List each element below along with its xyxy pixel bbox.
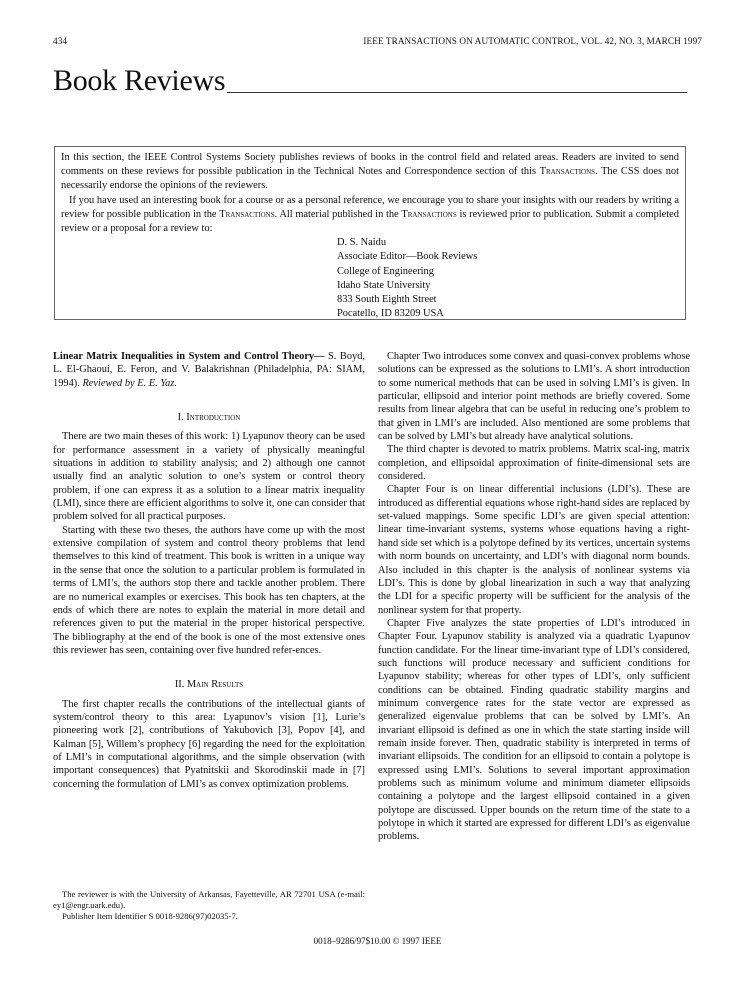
address-line: D. S. Naidu <box>337 237 387 249</box>
notice-text: is reviewed prior to publication. Submit a completed review or a proposal for a review to: <box>61 208 679 235</box>
running-head <box>53 36 702 46</box>
notice-text: In this section, the IEEE Control Systems Society publishes reviews of books in the control field and related areas. Readers are invited to send comments on these reviews for possible publication in the Technical Notes and Correspondence section of this <box>61 152 679 178</box>
transactions-smallcaps: Transactions <box>219 208 275 220</box>
editor-address <box>337 236 679 321</box>
address-line: Pocatello, ID 83209 USA <box>337 308 444 320</box>
body-paragraph: Starting with these two theses, the authors have come up with the most extensive compilation of system and control theory problems that lend themselves to this kind of treatment. This book is written in a unique way in the sense that once the solution to a particular problem is formulated in terms of LMI’s, the authors stop there and tackle another problem. There are no numerical examples or exercises. This book has ten chapters, at the ends of which there are notes to explain the material in more detail and references given to put the material in the proper historical perspective. The bibliography at the end of the book is one of the most extensive ones this reviewer has seen, containing over five hundred refer-ences. <box>53 524 365 656</box>
notice-paragraph-1 <box>61 151 679 194</box>
footnote <box>53 889 365 923</box>
section-title-bar <box>53 66 687 96</box>
body-paragraph: There are two main theses of this work: 1) Lyapunov theory can be used for performance assessment in a variety of physically meaningful situations in addition to stability analysis; and 2) although one cannot usually find an analytic solution to one’s system or control theory problem, if one can express it as a solution to a linear matrix inequality (LMI), since there are efficient algorithms to solve it, one can consider that problem solved for all practical purposes. <box>53 431 365 523</box>
body-paragraph: Chapter Five analyzes the state properties of LDI’s introduced in Chapter Four. Lyapunov stability is analyzed via a quadratic Lyapunov function candidate. For the linear time-invariant type of LDI’s considered, such functions will produce necessary and sufficient conditions for Lyapunov stability; whereas for other types of LDI’s, only sufficient conditions can be obtained. Finding quadratic stability margins and minimum convergence rates for the state vector are expressed as generalized eigenvalue problems that can be solved by LMI’s. An invariant ellipsoid is defined as one in which the state starting inside will remain inside forever. Then, quadratic stability is interpreted in terms of invariant ellipsoids. The condition for an ellipsoid to contain a polytope is expressed using LMI’s. Solutions to several important approximation problems such as minimum volume and minimum diameter ellipsoids containing a polytope and the largest ellipsoid contained in a given polytope are discussed. Upper bounds on the return time of the state to a polytope in which it started are expressed for different LDI’s as eigenvalue problems. <box>378 617 690 843</box>
body-paragraph: Chapter Four is on linear differential inclusions (LDI’s). These are introduced as differential equations whose right-hand sides are replaced by set-valued mappings. Some specific LDI’s are given special attention: linear time-invariant systems, systems whose equations having a right-hand side set which is a polytope defined by its vertices, uncertain systems with norm bounds on uncertainty, and LDI’s with diagonal norm bounds. Also included in this chapter is the analysis of nonlinear systems via LDI’s. This is done by global linearization in such a way that analyzing the LDI for a specific property will be sufficient for the analysis of the nonlinear system for that property. <box>378 484 690 616</box>
page-number: 434 <box>53 36 68 46</box>
title-rule <box>227 92 687 93</box>
reviewer-affiliation: The reviewer is with the University of Arkansas, Fayetteville, AR 72701 USA (e-mail: ey1@engr.uark.edu). <box>53 889 365 911</box>
address-line: 833 South Eighth Street <box>337 294 437 306</box>
notice-text: . All material published in the <box>274 208 402 220</box>
journal-info: IEEE TRANSACTIONS ON AUTOMATIC CONTROL, VOL. 42, NO. 3, MARCH 1997 <box>363 36 702 46</box>
review-citation <box>53 350 365 390</box>
notice-text: If you have used an interesting book for a course or as a personal reference, we encourage you to share your insights with our readers by writing a review for possible publication in the <box>61 194 679 220</box>
left-column <box>53 350 365 791</box>
body-paragraph: Chapter Two introduces some convex and quasi-convex problems whose solutions can be expressed as the solutions to LMI’s. A short introduction to some numerical methods that can be used in solving LMI’s is given. In particular, ellipsoid and interior point methods are briefly covered. Some results from linear algebra that can be useful in reducing one’s problem to that given in LMI’s are included. Also mentioned are some problems that can be solved by LMI’s but already have analytical solutions. <box>378 351 690 443</box>
reviewer-credit: Reviewed by E. E. Yaz. <box>82 377 177 389</box>
notice-text: . The CSS does not necessarily endorse the opinions of the reviewers. <box>61 166 679 192</box>
notice-paragraph-2 <box>61 194 679 237</box>
body-paragraph: The third chapter is devoted to matrix problems. Matrix scal-ing, matrix completion, and ellipsoidal approximation of finite-dimensional sets are considered. <box>378 444 690 483</box>
address-line: Idaho State University <box>337 279 431 291</box>
book-authors: S. Boyd, L. El-Ghaoui, E. Feron, and V. Balakrishnan (Philadelphia, PA: SIAM, 1994). <box>53 351 365 389</box>
body-paragraph: The first chapter recalls the contributions of the intellectual giants of system/control theory to this area: Lyapunov’s vision [1], Lurie’s pioneering work [2], contributions of Yakubovich [3], Popov [4], and Kalman [5], Willem’s prophecy [6] regarding the need for the exploitation of LMI’s in computational algorithms, and the simple observation (with important consequences) that Pyatnitskii and Skorodinskii made in [7] concerning the formulation of LMI’s as convex optimization problems. <box>53 698 365 790</box>
address-line: College of Engineering <box>337 265 434 277</box>
section-heading-introduction: I. Introduction <box>177 412 241 424</box>
transactions-smallcaps: Transactions <box>539 166 596 178</box>
section-heading-main-results: II. Main Results <box>174 679 244 691</box>
right-column <box>378 350 690 844</box>
book-title: Linear Matrix Inequalities in System and Control Theory— <box>53 351 325 362</box>
copyright-footer: 0018–9286/97$10.00 © 1997 IEEE <box>313 936 442 946</box>
section-title: Book Reviews <box>53 64 226 97</box>
transactions-smallcaps: Transactions <box>401 208 457 220</box>
editorial-notice-box <box>54 146 686 320</box>
publisher-identifier: Publisher Item Identifier S 0018-9286(97)02035-7. <box>62 911 238 922</box>
address-line: Associate Editor—Book Reviews <box>337 251 478 263</box>
